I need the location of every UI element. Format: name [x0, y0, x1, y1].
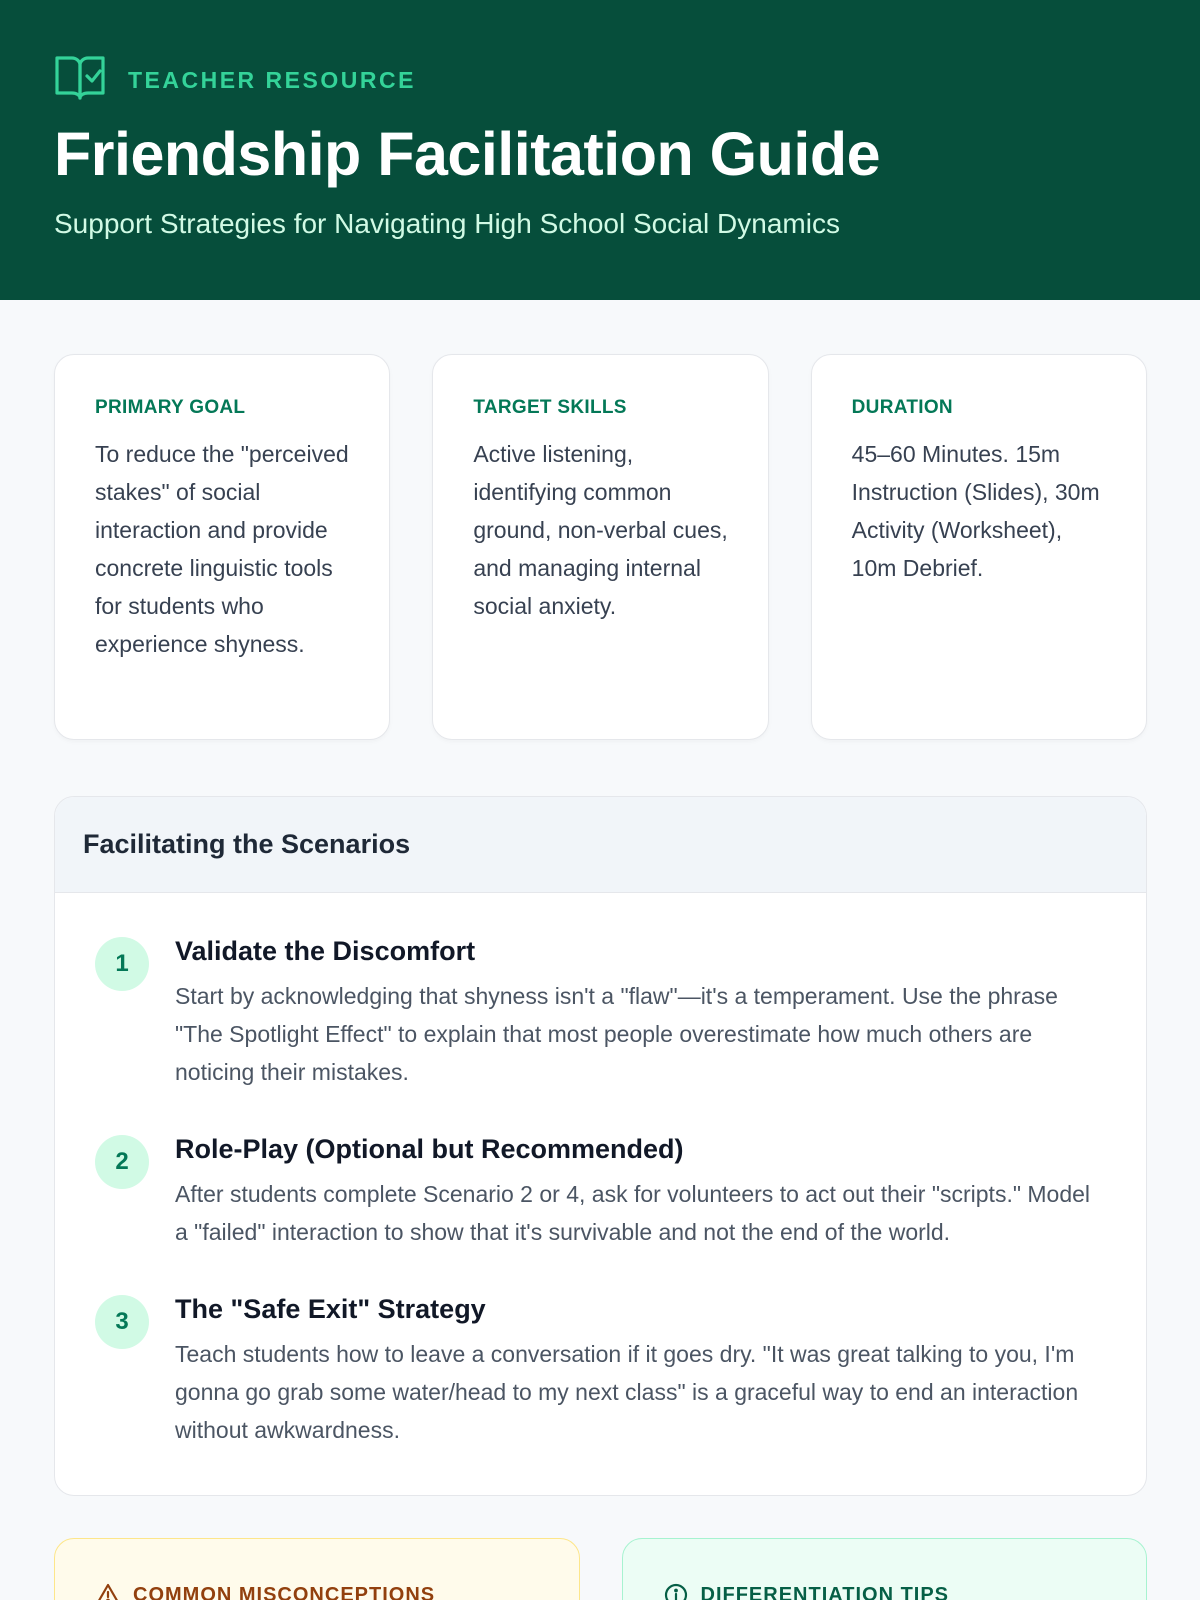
card-text: Active listening, identifying common ground, non-verbal cues, and managing internal social anxiety. — [473, 441, 728, 619]
differentiation-box — [622, 1538, 1148, 1600]
scenarios-panel — [54, 796, 1147, 1496]
card-label: PRIMARY GOAL — [95, 397, 246, 418]
step-number-badge: 3 — [95, 1295, 149, 1349]
card-text: To reduce the "perceived stakes" of social interaction and provide concrete linguistic tools for students who experience shyness. — [95, 441, 349, 657]
step-title: Validate the Discomfort — [175, 936, 476, 966]
step-text: Start by acknowledging that shyness isn't a "flaw"—it's a temperament. Use the phrase "The Spotlight Effect" to explain that most people overestimate how much others are noticing their mistakes. — [175, 983, 1058, 1085]
summary-cards — [54, 354, 1147, 740]
step-text: After students complete Scenario 2 or 4, ask for volunteers to act out their "scripts." Model a "failed" interaction to show that it's survivable and not the end of the world. — [175, 1181, 1091, 1245]
step-item — [95, 1131, 1106, 1251]
header-banner — [0, 0, 1200, 300]
panel-header — [55, 797, 1146, 893]
card-duration — [811, 354, 1147, 740]
card-target-skills — [432, 354, 768, 740]
card-label: TARGET SKILLS — [473, 397, 627, 418]
step-item — [95, 933, 1106, 1091]
misconceptions-label: COMMON MISCONCEPTIONS — [133, 1584, 436, 1600]
step-number-badge: 2 — [95, 1135, 149, 1189]
step-title: Role-Play (Optional but Recommended) — [175, 1134, 684, 1164]
eyebrow-label: TEACHER RESOURCE — [128, 66, 416, 93]
steps-list — [55, 893, 1146, 1449]
info-icon — [663, 1581, 689, 1600]
page-subtitle: Support Strategies for Navigating High School Social Dynamics — [54, 208, 840, 239]
eyebrow — [54, 56, 416, 104]
differentiation-label: DIFFERENTIATION TIPS — [700, 1584, 950, 1600]
book-check-icon — [54, 54, 106, 107]
card-text: 45–60 Minutes. 15m Instruction (Slides), 30m Activity (Worksheet), 10m Debrief. — [851, 441, 1100, 581]
step-title: The "Safe Exit" Strategy — [175, 1294, 486, 1324]
step-text: Teach students how to leave a conversation if it goes dry. "It was great talking to you, I'm gonna go grab some water/head to my next class" is a graceful way to end an interaction without awkwardness. — [175, 1341, 1079, 1443]
step-item — [95, 1291, 1106, 1449]
card-primary-goal — [54, 354, 390, 740]
warning-icon — [95, 1581, 121, 1600]
page-title: Friendship Facilitation Guide — [54, 120, 881, 188]
step-number-badge: 1 — [95, 937, 149, 991]
card-label: DURATION — [851, 397, 953, 418]
callout-boxes — [54, 1538, 1147, 1600]
panel-title: Facilitating the Scenarios — [83, 829, 411, 859]
misconceptions-box — [54, 1538, 580, 1600]
